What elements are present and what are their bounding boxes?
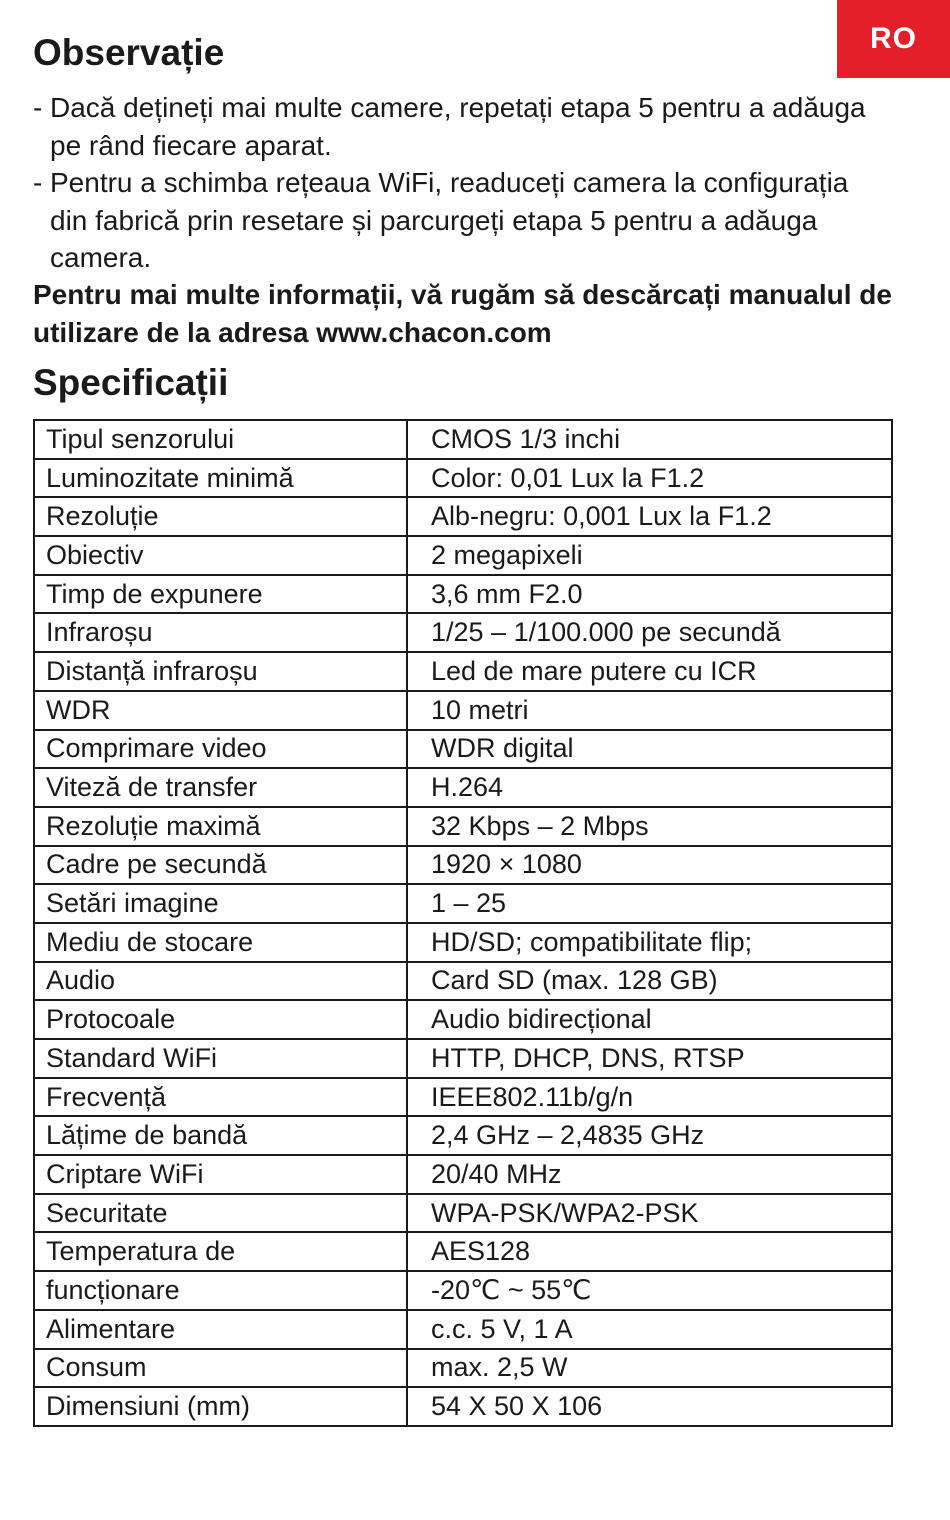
spec-label: Rezoluție maximă <box>34 807 407 846</box>
spec-value: c.c. 5 V, 1 A <box>407 1310 892 1349</box>
note-item: - Dacă dețineți mai multe camere, repetați etapa 5 pentru a adăuga pe rând fiecare aparat. <box>33 92 866 161</box>
spec-row <box>34 1039 892 1078</box>
spec-value: 2 megapixeli <box>407 536 892 575</box>
spec-label: Comprimare video <box>34 730 407 769</box>
language-badge: RO <box>837 0 950 78</box>
spec-label: Dimensiuni (mm) <box>34 1387 407 1426</box>
spec-value: WDR digital <box>407 730 892 769</box>
spec-label: WDR <box>34 691 407 730</box>
spec-label: Consum <box>34 1349 407 1388</box>
spec-label: Tipul senzorului <box>34 420 407 459</box>
spec-value: 1/25 – 1/100.000 pe secundă <box>407 613 892 652</box>
spec-value: max. 2,5 W <box>407 1349 892 1388</box>
spec-value: -20℃ ~ 55℃ <box>407 1271 892 1310</box>
spec-row <box>34 1232 892 1271</box>
specifications-title: Specificații <box>33 362 229 403</box>
spec-row <box>34 575 892 614</box>
spec-row <box>34 768 892 807</box>
spec-row <box>34 962 892 1001</box>
spec-row <box>34 807 892 846</box>
spec-label: funcționare <box>34 1271 407 1310</box>
spec-value: HTTP, DHCP, DNS, RTSP <box>407 1039 892 1078</box>
observation-notes <box>33 89 893 277</box>
spec-label: Criptare WiFi <box>34 1155 407 1194</box>
spec-value: Audio bidirecțional <box>407 1000 892 1039</box>
spec-value: 10 metri <box>407 691 892 730</box>
spec-value: WPA-PSK/WPA2-PSK <box>407 1194 892 1233</box>
spec-value: Card SD (max. 128 GB) <box>407 962 892 1001</box>
spec-label: Timp de expunere <box>34 575 407 614</box>
note-text: Dacă dețineți mai multe camere, repetați etapa 5 pentru a adăuga pe rând fiecare aparat. <box>50 92 866 161</box>
spec-label: Frecvență <box>34 1078 407 1117</box>
spec-label: Lățime de bandă <box>34 1116 407 1155</box>
spec-row <box>34 1078 892 1117</box>
spec-value: Led de mare putere cu ICR <box>407 652 892 691</box>
spec-row <box>34 1116 892 1155</box>
spec-value: H.264 <box>407 768 892 807</box>
spec-row <box>34 1387 892 1426</box>
spec-row <box>34 536 892 575</box>
spec-row <box>34 691 892 730</box>
note-text: Pentru a schimba rețeaua WiFi, readuceți camera la configurația din fabrică prin resetare și parcurgeți etapa 5 pentru a adăuga camera. <box>50 167 849 273</box>
note-item: - Pentru a schimba rețeaua WiFi, readuceți camera la configurația din fabrică prin resetare și parcurgeți etapa 5 pentru a adăuga camera. <box>33 167 849 273</box>
spec-row <box>34 613 892 652</box>
specifications-table <box>33 419 893 1427</box>
spec-value: HD/SD; compatibilitate flip; <box>407 923 892 962</box>
more-info-text: Pentru mai multe informații, vă rugăm să descărcați manualul de utilizare de la adresa www.chacon.com <box>33 279 892 348</box>
spec-row <box>34 1194 892 1233</box>
spec-label: Infraroșu <box>34 613 407 652</box>
spec-label: Alimentare <box>34 1310 407 1349</box>
spec-label: Rezoluție <box>34 497 407 536</box>
spec-value: 20/40 MHz <box>407 1155 892 1194</box>
spec-value: 3,6 mm F2.0 <box>407 575 892 614</box>
spec-label: Cadre pe secundă <box>34 846 407 885</box>
spec-label: Distanță infraroșu <box>34 652 407 691</box>
spec-row <box>34 1349 892 1388</box>
spec-row <box>34 1000 892 1039</box>
spec-value: 1 – 25 <box>407 884 892 923</box>
spec-row <box>34 923 892 962</box>
spec-row <box>34 1310 892 1349</box>
spec-value: IEEE802.11b/g/n <box>407 1078 892 1117</box>
spec-value: Color: 0,01 Lux la F1.2 <box>407 459 892 498</box>
spec-value: Alb-negru: 0,001 Lux la F1.2 <box>407 497 892 536</box>
spec-row <box>34 1271 892 1310</box>
spec-row <box>34 497 892 536</box>
spec-row <box>34 420 892 459</box>
spec-row <box>34 1155 892 1194</box>
spec-label: Obiectiv <box>34 536 407 575</box>
spec-label: Setări imagine <box>34 884 407 923</box>
spec-label: Standard WiFi <box>34 1039 407 1078</box>
spec-value: CMOS 1/3 inchi <box>407 420 892 459</box>
spec-value: 1920 × 1080 <box>407 846 892 885</box>
spec-row <box>34 652 892 691</box>
spec-label: Temperatura de <box>34 1232 407 1271</box>
spec-label: Securitate <box>34 1194 407 1233</box>
spec-value: 54 X 50 X 106 <box>407 1387 892 1426</box>
spec-label: Luminozitate minimă <box>34 459 407 498</box>
spec-label: Protocoale <box>34 1000 407 1039</box>
spec-row <box>34 846 892 885</box>
spec-value: AES128 <box>407 1232 892 1271</box>
spec-row <box>34 884 892 923</box>
spec-label: Viteză de transfer <box>34 768 407 807</box>
spec-row <box>34 730 892 769</box>
spec-label: Audio <box>34 962 407 1001</box>
spec-label: Mediu de stocare <box>34 923 407 962</box>
spec-value: 2,4 GHz – 2,4835 GHz <box>407 1116 892 1155</box>
spec-value: 32 Kbps – 2 Mbps <box>407 807 892 846</box>
observation-title: Observație <box>33 32 225 73</box>
spec-row <box>34 459 892 498</box>
